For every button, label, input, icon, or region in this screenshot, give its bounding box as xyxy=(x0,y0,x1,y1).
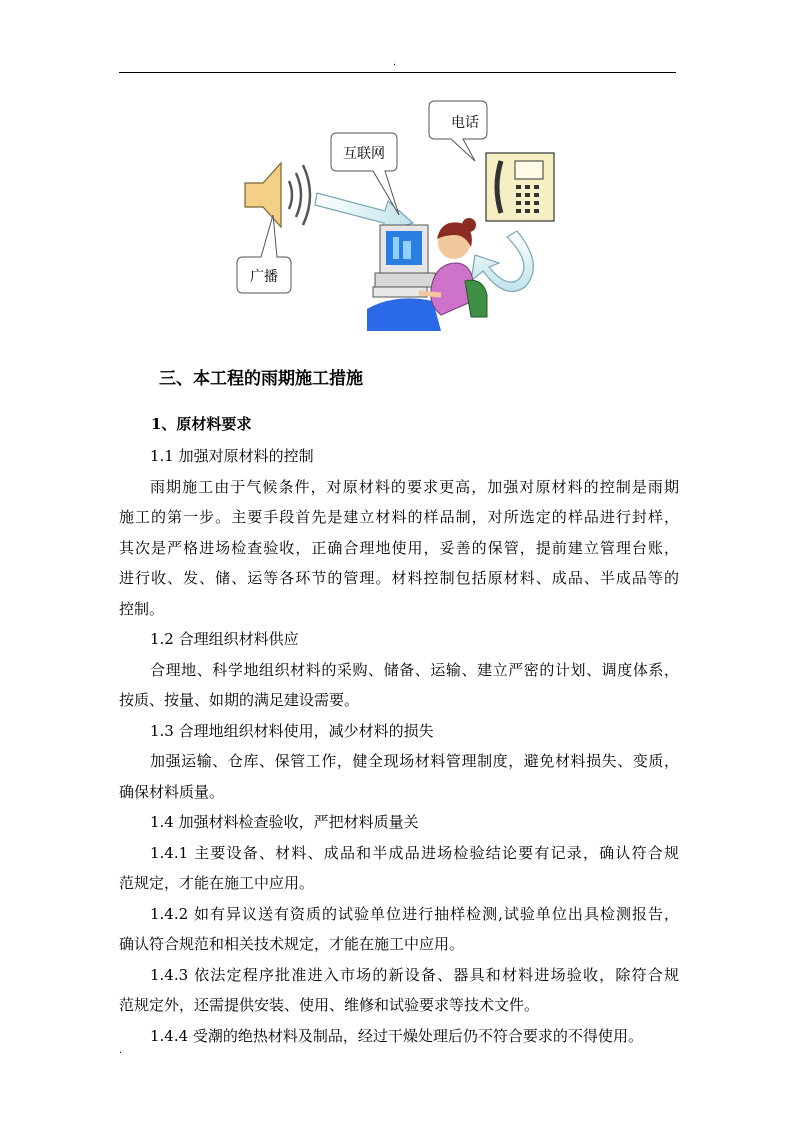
paragraph-line: 按质、按量、如期的满足建设需要。 xyxy=(119,691,360,709)
header-rule xyxy=(119,72,676,73)
footer-mark: . xyxy=(119,1045,123,1056)
paragraph-line: 确认符合规范和相关技术规定，才能在施工中应用。 xyxy=(119,935,465,953)
phone-icon xyxy=(486,153,554,221)
paragraph-line: 1.4.1 主要设备、材料、成品和半成品进场检验结论要有记录，确认符合规 xyxy=(150,843,679,862)
paragraph-line: 施工的第一步。主要手段首先是建立材料的样品制，对所选定的样品进行封样， xyxy=(119,508,679,526)
paragraph-line: 进行收、发、储、运等各环节的管理。材料控制包括原材料、成品、半成品等的 xyxy=(119,569,679,587)
paragraph-line: 1.4.2 如有异议送有资质的试验单位进行抽样检测,试验单位出具检测报告， xyxy=(150,904,679,923)
paragraph-line: 确保材料质量。 xyxy=(119,782,225,801)
phone-callout xyxy=(429,101,487,161)
speaker-icon xyxy=(245,163,310,227)
paragraph-line: 范规定，才能在施工中应用。 xyxy=(119,874,315,892)
paragraph-line: 1.4.4 受潮的绝热材料及制品，经过干燥处理后仍不符合要求的不得使用。 xyxy=(150,1026,643,1045)
paragraph-line: 合理地、科学地组织材料的采购、储备、运输、建立严密的计划、调度体系， xyxy=(150,660,679,679)
header-mark: . xyxy=(393,57,397,68)
paragraph-line: 1.4.3 依法定程序批准进入市场的新设备、器具和材料进场验收，除符合规 xyxy=(150,965,679,984)
computer-user-icon xyxy=(367,218,487,331)
paragraph-line: 其次是严格进场检查验收，正确合理地使用，妥善的保管，提前建立管理台账， xyxy=(119,538,679,557)
internet-callout-label: 互联网 xyxy=(343,146,385,162)
clause-heading: 1.2 合理组织材料供应 xyxy=(150,630,299,648)
paragraph-line: 范规定外，还需提供安装、使用、维修和试验要求等技术文件。 xyxy=(119,996,540,1014)
clause-heading: 1.4 加强材料检查验收，严把材料质量关 xyxy=(150,813,419,831)
clause-heading: 1.1 加强对原材料的控制 xyxy=(150,447,314,465)
phone-callout-label: 电话 xyxy=(451,115,479,131)
clause-heading: 1.3 合理地组织材料使用，减少材料的损失 xyxy=(150,721,434,740)
paragraph-line: 雨期施工由于气候条件，对原材料的要求更高，加强对原材料的控制是雨期 xyxy=(150,477,679,496)
body-text xyxy=(119,441,679,1051)
paragraph-line: 加强运输、仓库、保管工作，健全现场材料管理制度，避免材料损失、变质， xyxy=(150,752,679,770)
section-heading: 三、本工程的雨期施工措施 xyxy=(159,369,363,389)
communication-illustration xyxy=(225,95,565,333)
subsection-heading: 1、原材料要求 xyxy=(151,415,252,433)
broadcast-callout-label: 广播 xyxy=(250,269,278,285)
phone-arrow-icon xyxy=(471,231,533,291)
paragraph-line: 控制。 xyxy=(119,599,165,618)
